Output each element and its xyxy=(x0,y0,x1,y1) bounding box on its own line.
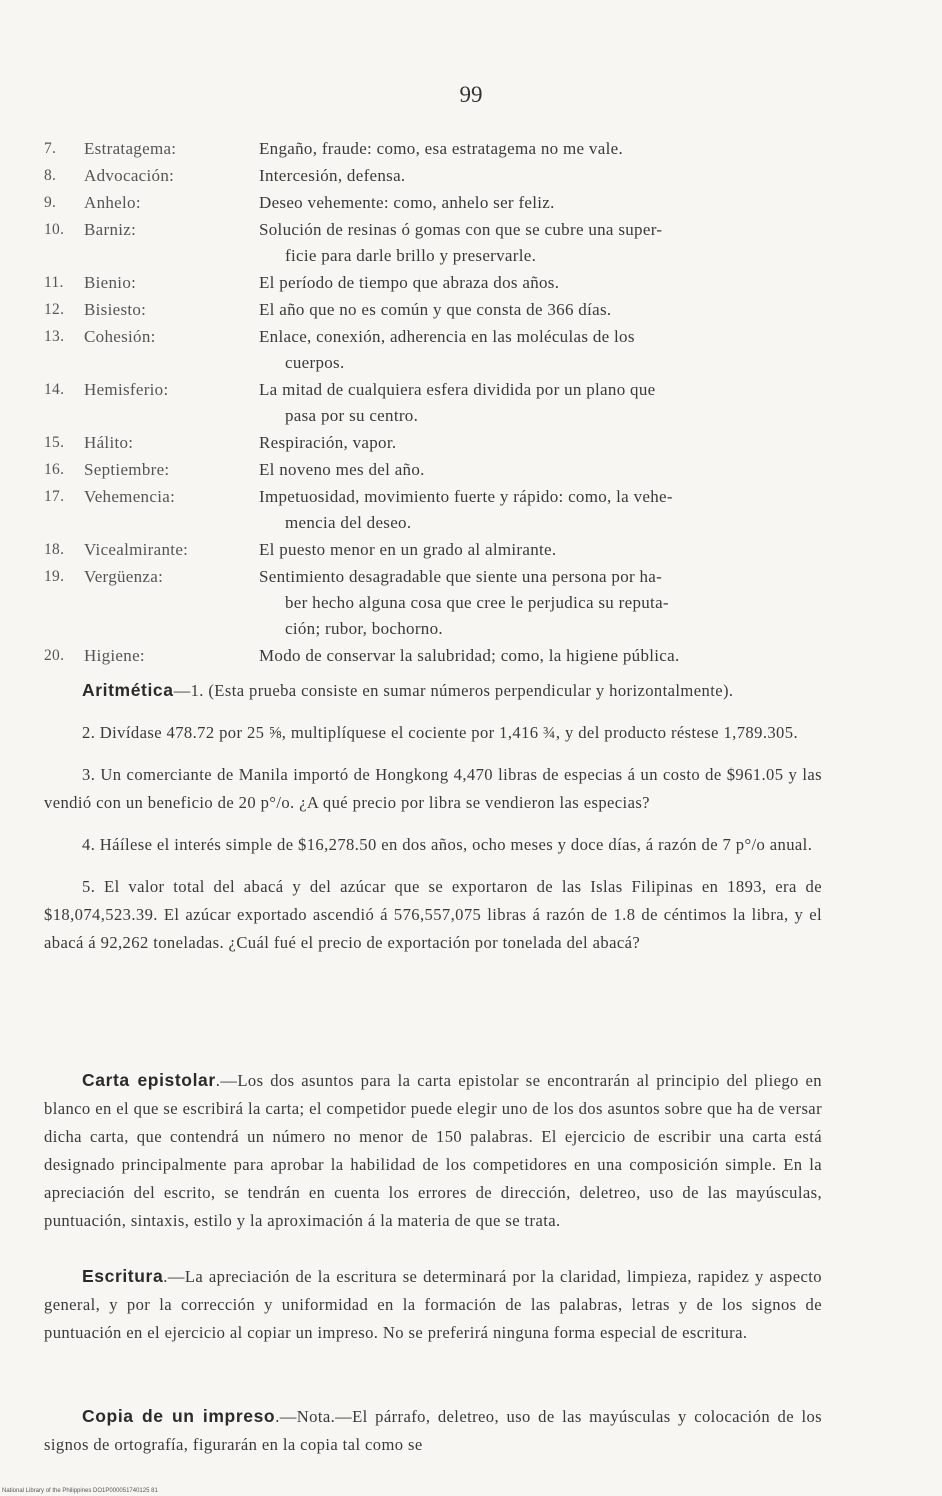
entry-number: 14. xyxy=(44,381,65,398)
definition-line: El año que no es común y que consta de 366 días. xyxy=(259,300,612,319)
entry-term: Anhelo: xyxy=(84,193,141,212)
definition-line: Modo de conservar la salubridad; como, la higiene pública. xyxy=(259,646,680,665)
entry-number: 10. xyxy=(44,221,65,238)
escritura-section xyxy=(44,1262,822,1361)
definition-line: Deseo vehemente: como, anhelo ser feliz. xyxy=(259,193,555,212)
glossary-entry xyxy=(44,643,824,669)
footer-credit: National Library of the Philippines DO1P000051740125 81 xyxy=(2,1488,158,1494)
definition-line: Impetuosidad, movimiento fuerte y rápido: como, la vehe- xyxy=(259,487,673,506)
definition-line: ficie para darle brillo y preservarle. xyxy=(285,246,537,265)
copia-text: .—Nota.—El párrafo, deletreo, uso de las mayúsculas y colocación de los signos de ortografía, figurarán en la copia tal como se xyxy=(44,1407,823,1454)
glossary-entry xyxy=(44,217,824,269)
page-number: 99 xyxy=(459,82,483,107)
entry-number: 20. xyxy=(44,647,65,664)
definition-line: pasa por su centro. xyxy=(285,406,419,425)
entry-definition xyxy=(259,564,824,642)
entry-term: Vehemencia: xyxy=(84,487,176,506)
glossary-entry xyxy=(44,163,824,189)
entry-number: 17. xyxy=(44,488,65,505)
aritmetica-section xyxy=(44,676,822,971)
definition-line: Sentimiento desagradable que siente una persona por ha- xyxy=(259,567,663,586)
entry-definition xyxy=(259,430,824,456)
entry-term: Cohesión: xyxy=(84,327,156,346)
entry-definition xyxy=(259,377,824,429)
entry-number: 15. xyxy=(44,434,65,451)
entry-term: Hálito: xyxy=(84,433,134,452)
definition-line: cuerpos. xyxy=(285,353,345,372)
entry-term: Hemisferio: xyxy=(84,380,169,399)
glossary-list xyxy=(44,136,824,670)
copia-section xyxy=(44,1402,822,1473)
definition-line: El puesto menor en un grado al almirante. xyxy=(259,540,557,559)
entry-definition xyxy=(259,190,824,216)
entry-term: Bienio: xyxy=(84,273,137,292)
glossary-entry xyxy=(44,457,824,483)
entry-number: 16. xyxy=(44,461,65,478)
carta-section xyxy=(44,1066,822,1249)
definition-line: El noveno mes del año. xyxy=(259,460,425,479)
glossary-entry xyxy=(44,537,824,563)
definition-line: Respiración, vapor. xyxy=(259,433,397,452)
aritmetica-heading: Aritmética xyxy=(82,680,174,700)
glossary-entry xyxy=(44,564,824,642)
entry-number: 11. xyxy=(44,274,64,291)
entry-number: 8. xyxy=(44,167,57,184)
entry-number: 18. xyxy=(44,541,65,558)
carta-heading: Carta epistolar xyxy=(82,1070,216,1090)
definition-line: mencia del deseo. xyxy=(285,513,412,532)
entry-definition xyxy=(259,643,824,669)
entry-term: Advocación: xyxy=(84,166,175,185)
entry-definition xyxy=(259,270,824,296)
entry-term: Septiembre: xyxy=(84,460,170,479)
entry-definition xyxy=(259,136,824,162)
carta-text: .—Los dos asuntos para la carta epistolar se encontrarán al principio del pliego en blanco en el que se escribirá la carta; el competidor puede elegir uno de los dos asuntos sobre que ha de versar dicha carta, que contendrá un número no menor de 150 palabras. El ejercicio de escribir una carta está designado principalmente para aprobar la habilidad de los competidores en una composición simple. En la apreciación del escrito, se tendrán en cuenta los errores de dirección, deletreo, uso de las mayúsculas, puntuación, sintaxis, estilo y la aproximación á la materia de que se trata. xyxy=(44,1071,822,1230)
escritura-heading: Escritura xyxy=(82,1266,164,1286)
entry-term: Vicealmirante: xyxy=(84,540,189,559)
entry-definition xyxy=(259,297,824,323)
glossary-entry xyxy=(44,484,824,536)
entry-term: Bisiesto: xyxy=(84,300,147,319)
entry-definition xyxy=(259,324,824,376)
definition-line: Solución de resinas ó gomas con que se cubre una super- xyxy=(259,220,663,239)
entry-definition xyxy=(259,217,824,269)
entry-term: Vergüenza: xyxy=(84,567,164,586)
definition-line: Engaño, fraude: como, esa estratagema no me vale. xyxy=(259,139,623,158)
entry-number: 13. xyxy=(44,328,65,345)
glossary-entry xyxy=(44,377,824,429)
glossary-entry xyxy=(44,297,824,323)
escritura-text: .—La apreciación de la escritura se determinará por la claridad, limpieza, rapidez y aspecto general, y por la corrección y uniformidad en la formación de las palabras, letras y de los signos de puntuación en el ejercicio al copiar un impreso. No se preferirá ninguna forma especial de escritura. xyxy=(44,1267,822,1342)
entry-definition xyxy=(259,484,824,536)
copia-heading: Copia de un impreso xyxy=(82,1406,276,1426)
aritmetica-p4: 4. Háílese el interés simple de $16,278.50 en dos años, ocho meses y doce días, á razón de 7 p°/o anual. xyxy=(82,835,813,854)
definition-line: Intercesión, defensa. xyxy=(259,166,406,185)
entry-definition xyxy=(259,457,824,483)
entry-number: 12. xyxy=(44,301,65,318)
definition-line: ber hecho alguna cosa que cree le perjudica su reputa- xyxy=(285,593,669,612)
entry-number: 19. xyxy=(44,568,65,585)
aritmetica-p3: 3. Un comerciante de Manila importó de Hongkong 4,470 libras de especias á un costo de $961.05 y las vendió con un beneficio de 20 p°/o. ¿A qué precio por libra se vendieron las especias? xyxy=(44,765,822,812)
glossary-entry xyxy=(44,136,824,162)
definition-line: Enlace, conexión, adherencia en las moléculas de los xyxy=(259,327,635,346)
aritmetica-p1: —1. (Esta prueba consiste en sumar números perpendicular y horizontalmente). xyxy=(173,681,734,700)
entry-number: 9. xyxy=(44,194,57,211)
aritmetica-p5: 5. El valor total del abacá y del azúcar que se exportaron de las Islas Filipinas en 1893, era de $18,074,523.39. El azúcar exportado ascendió á 576,557,075 libras á razón de 1.8 de céntimos la libra, y el abacá á 92,262 toneladas. ¿Cuál fué el precio de exportación por tonelada del abacá? xyxy=(44,877,822,952)
aritmetica-p2: 2. Divídase 478.72 por 25 ⅝, multiplíquese el cociente por 1,416 ¾, y del producto réstese 1,789.305. xyxy=(82,723,799,742)
definition-line: El período de tiempo que abraza dos años. xyxy=(259,273,560,292)
entry-definition xyxy=(259,537,824,563)
glossary-entry xyxy=(44,430,824,456)
entry-term: Estratagema: xyxy=(84,139,177,158)
definition-line: La mitad de cualquiera esfera dividida por un plano que xyxy=(259,380,656,399)
glossary-entry xyxy=(44,270,824,296)
entry-term: Barniz: xyxy=(84,220,137,239)
glossary-entry xyxy=(44,190,824,216)
glossary-entry xyxy=(44,324,824,376)
definition-line: ción; rubor, bochorno. xyxy=(285,619,443,638)
entry-term: Higiene: xyxy=(84,646,145,665)
entry-number: 7. xyxy=(44,140,57,157)
entry-definition xyxy=(259,163,824,189)
